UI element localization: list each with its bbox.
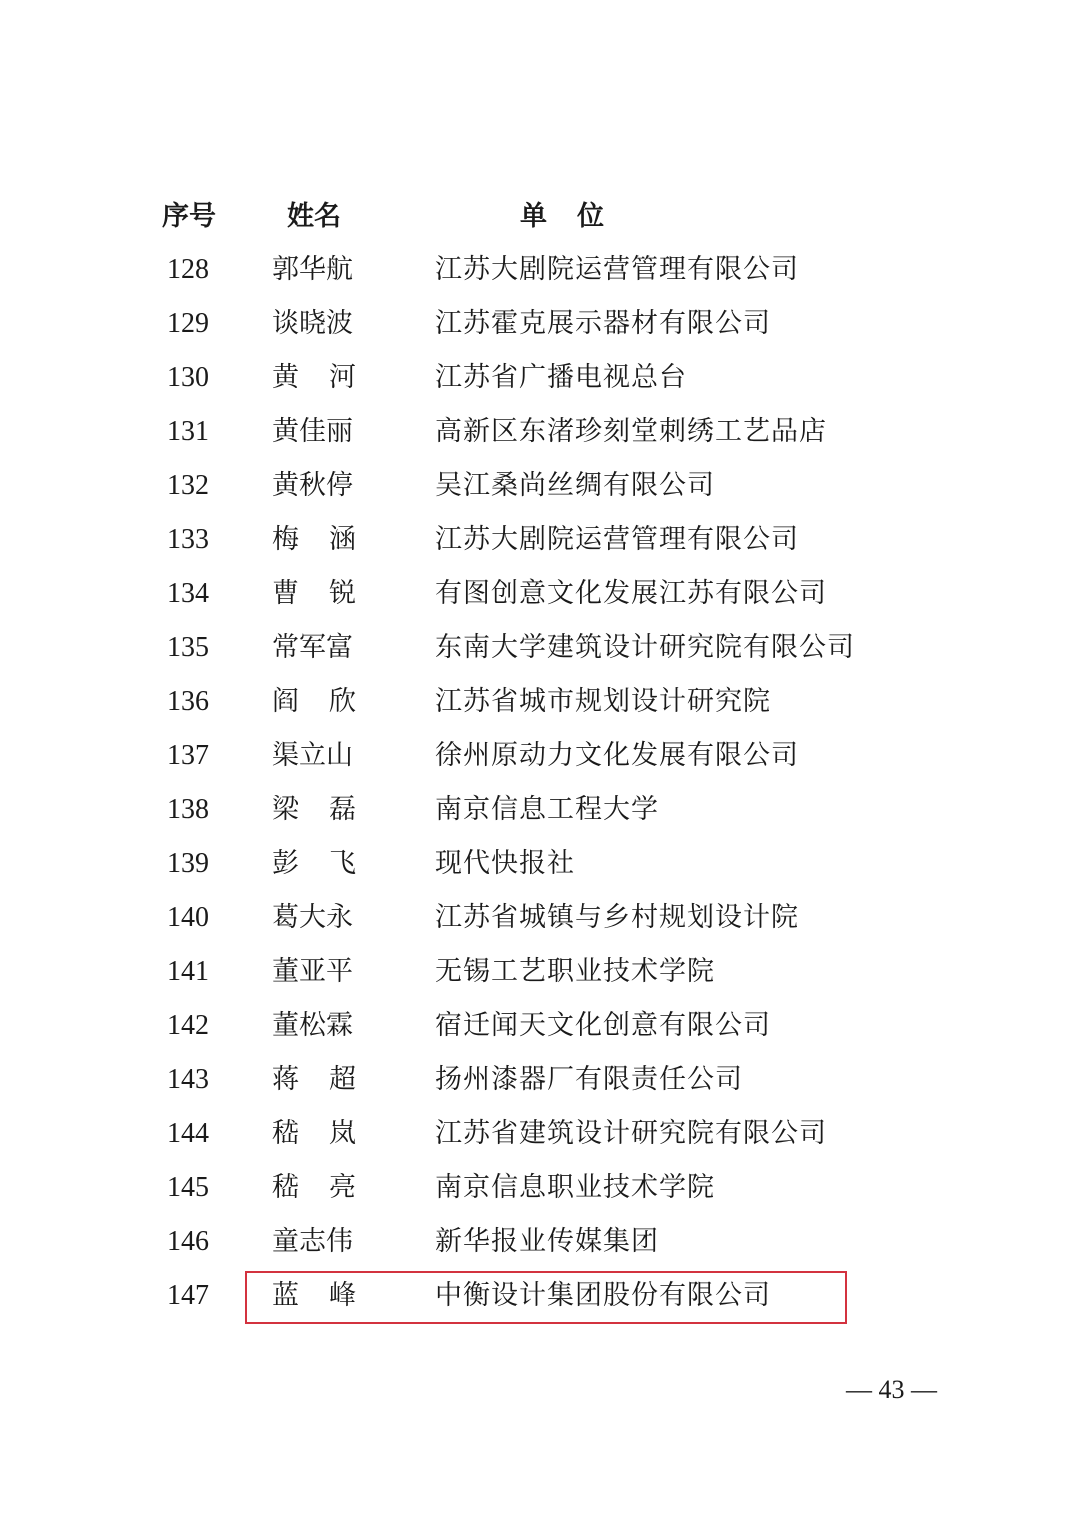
row-name: 葛大永 [272,902,353,933]
row-number: 138 [167,794,209,825]
row-unit: 江苏省广播电视总台 [435,362,687,393]
row-name: 黄佳丽 [272,416,353,447]
row-name: 董亚平 [272,956,353,987]
table-row [0,464,1080,518]
table-row [0,248,1080,302]
header-serial-number: 序号 [162,201,216,232]
table-row [0,1004,1080,1058]
row-name: 渠立山 [272,740,353,771]
row-name: 彭飞 [272,848,386,879]
row-number: 134 [167,578,209,609]
row-number: 133 [167,524,209,555]
table-row [0,734,1080,788]
row-number: 136 [167,686,209,717]
row-number: 137 [167,740,209,771]
row-unit: 扬州漆器厂有限责任公司 [435,1064,743,1095]
row-number: 142 [167,1010,209,1041]
row-unit: 江苏大剧院运营管理有限公司 [435,524,799,555]
table-row [0,356,1080,410]
table-row [0,1166,1080,1220]
row-name: 童志伟 [272,1226,353,1257]
row-unit: 宿迁闻天文化创意有限公司 [435,1010,771,1041]
row-name: 黄河 [272,362,386,393]
row-number: 131 [167,416,209,447]
row-name: 黄秋停 [272,470,353,501]
row-name: 嵇亮 [272,1172,386,1203]
row-unit: 吴江桑尚丝绸有限公司 [435,470,715,501]
table-row [0,626,1080,680]
row-unit: 高新区东渚珍刻堂刺绣工艺品店 [435,416,827,447]
row-name: 常军富 [272,632,353,663]
row-unit: 南京信息工程大学 [435,794,659,825]
row-number: 128 [167,254,209,285]
row-name: 曹锐 [272,578,386,609]
page-number: — 43 — [846,1375,937,1404]
header-unit: 单位 [520,201,634,232]
table-row [0,1220,1080,1274]
table-row [0,842,1080,896]
row-unit: 现代快报社 [435,848,575,879]
row-unit: 江苏省城市规划设计研究院 [435,686,771,717]
row-name: 梅涵 [272,524,386,555]
row-name: 阎欣 [272,686,386,717]
row-number: 144 [167,1118,209,1149]
table-row [0,302,1080,356]
table-row [0,1058,1080,1112]
row-name: 郭华航 [272,254,353,285]
row-name: 谈晓波 [272,308,353,339]
table-row [0,950,1080,1004]
row-name: 蒋超 [272,1064,386,1095]
highlight-box [245,1271,847,1324]
table-row [0,1112,1080,1166]
row-name: 嵇岚 [272,1118,386,1149]
row-number: 143 [167,1064,209,1095]
row-unit: 江苏省城镇与乡村规划设计院 [435,902,799,933]
header-name: 姓名 [287,201,341,232]
row-unit: 无锡工艺职业技术学院 [435,956,715,987]
row-unit: 东南大学建筑设计研究院有限公司 [435,632,855,663]
row-unit: 南京信息职业技术学院 [435,1172,715,1203]
table-header [0,195,1080,239]
row-unit: 徐州原动力文化发展有限公司 [435,740,799,771]
row-number: 141 [167,956,209,987]
row-number: 130 [167,362,209,393]
row-name: 梁磊 [272,794,386,825]
row-number: 147 [167,1280,209,1311]
row-unit: 有图创意文化发展江苏有限公司 [435,578,827,609]
table-row [0,680,1080,734]
name-list [0,248,1080,1328]
row-number: 139 [167,848,209,879]
row-number: 132 [167,470,209,501]
table-row [0,410,1080,464]
table-row [0,896,1080,950]
row-unit: 新华报业传媒集团 [435,1226,659,1257]
row-unit: 江苏霍克展示器材有限公司 [435,308,771,339]
row-unit: 江苏大剧院运营管理有限公司 [435,254,799,285]
row-unit: 江苏省建筑设计研究院有限公司 [435,1118,827,1149]
row-number: 135 [167,632,209,663]
table-row [0,572,1080,626]
table-row [0,518,1080,572]
row-name: 蓝峰 [272,1280,386,1311]
row-number: 140 [167,902,209,933]
row-unit: 中衡设计集团股份有限公司 [435,1280,771,1311]
row-name: 董松霖 [272,1010,353,1041]
row-number: 145 [167,1172,209,1203]
row-number: 146 [167,1226,209,1257]
table-row [0,788,1080,842]
row-number: 129 [167,308,209,339]
